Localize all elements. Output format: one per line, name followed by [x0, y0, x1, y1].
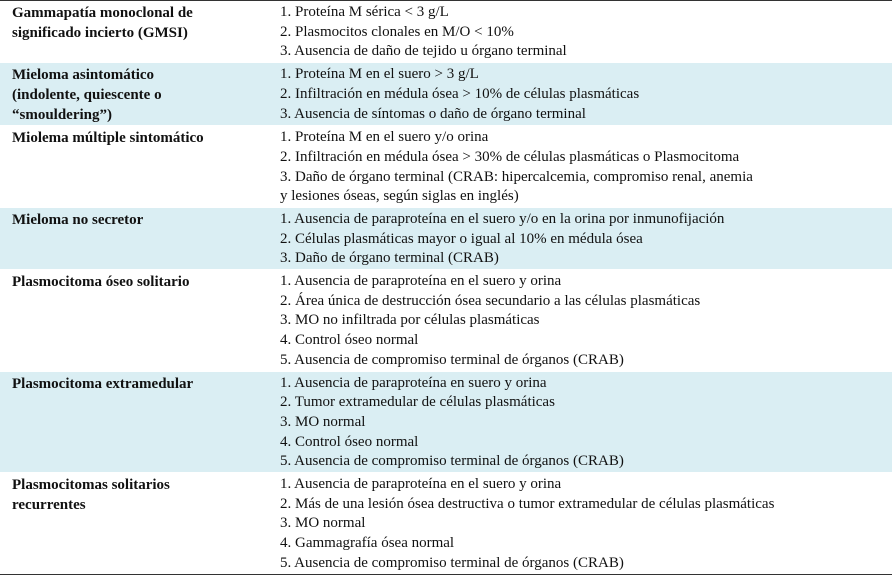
criterion-line: 5. Ausencia de compromiso terminal de órganos (CRAB)	[280, 453, 624, 470]
criterion-line: 3. MO normal	[280, 413, 366, 430]
criterion-line: 2. Área única de destrucción ósea secundario a las células plasmáticas	[280, 292, 701, 309]
criterion-line: 4. Gammagrafía ósea normal	[280, 535, 455, 552]
criterion-line: 3. Daño de órgano terminal (CRAB: hipercalcemia, compromiso renal, anemia	[280, 168, 753, 185]
entity-cell	[0, 207, 276, 269]
criterion-line: 3. Ausencia de síntomas o daño de órgano terminal	[280, 105, 586, 122]
criterion-line: 1. Ausencia de paraproteína en el suero y orina	[280, 476, 562, 493]
entity-cell	[0, 1, 276, 63]
entity-name-line: Mieloma no secretor	[12, 211, 144, 228]
criteria-cell	[276, 473, 892, 575]
entity-name-line: Mieloma asintomático	[12, 67, 155, 84]
criterion-line: 2. Plasmocitos clonales en M/O < 10%	[280, 23, 514, 40]
entity-name-line: Plasmocitoma óseo solitario	[12, 274, 190, 291]
criteria-cell	[276, 1, 892, 63]
entity-cell	[0, 63, 276, 126]
criteria-table-body	[0, 1, 892, 575]
table-row	[0, 371, 892, 473]
criteria-cell	[276, 126, 892, 208]
entity-name-line: Plasmocitomas solitarios	[12, 477, 170, 494]
criterion-line: 3. MO no infiltrada por células plasmáticas	[280, 312, 540, 329]
criterion-line: 2. Más de una lesión ósea destructiva o tumor extramedular de células plasmáticas	[280, 495, 775, 512]
criterion-line: 2. Tumor extramedular de células plasmáticas	[280, 394, 555, 411]
criteria-cell	[276, 270, 892, 372]
entity-cell	[0, 126, 276, 208]
criterion-line: 1. Ausencia de paraproteína en el suero y orina	[280, 273, 562, 290]
criterion-line: 2. Células plasmáticas mayor o igual al 10% en médula ósea	[280, 230, 643, 247]
criteria-cell	[276, 207, 892, 269]
entity-cell	[0, 473, 276, 575]
entity-name-line: Miolema múltiple sintomático	[12, 130, 204, 147]
table-row	[0, 63, 892, 126]
entity-cell	[0, 270, 276, 372]
criterion-line: 3. MO normal	[280, 515, 366, 532]
table-row	[0, 270, 892, 372]
entity-name-line: Plasmocitoma extramedular	[12, 375, 194, 392]
table-row	[0, 207, 892, 269]
table-row	[0, 1, 892, 63]
criterion-line: 4. Control óseo normal	[280, 433, 419, 450]
criterion-line: 4. Control óseo normal	[280, 332, 419, 349]
criterion-line: 2. Infiltración en médula ósea > 10% de células plasmáticas	[280, 85, 640, 102]
criterion-line: 1. Proteína M en el suero y/o orina	[280, 129, 489, 146]
criterion-line: 1. Proteína M en el suero > 3 g/L	[280, 66, 479, 83]
criterion-line: 3. Daño de órgano terminal (CRAB)	[280, 250, 499, 267]
entity-name-line: Gammapatía monoclonal de	[12, 5, 193, 21]
criterion-line: 1. Proteína M sérica < 3 g/L	[280, 4, 449, 20]
criteria-cell	[276, 63, 892, 126]
entity-name-line: significado incierto (GMSI)	[12, 25, 188, 41]
criterion-line: 3. Ausencia de daño de tejido u órgano terminal	[280, 43, 567, 60]
criterion-line: y lesiones óseas, según siglas en inglés)	[280, 188, 519, 205]
criteria-cell	[276, 371, 892, 473]
criterion-line: 1. Ausencia de paraproteína en suero y orina	[280, 374, 547, 391]
entity-name-line: “smouldering”)	[12, 107, 113, 124]
entity-cell	[0, 371, 276, 473]
entity-name-line: (indolente, quiescente o	[12, 87, 162, 104]
table-row	[0, 473, 892, 575]
criterion-line: 2. Infiltración en médula ósea > 30% de células plasmáticas o Plasmocitoma	[280, 148, 740, 165]
table-row	[0, 126, 892, 208]
entity-name-line: recurrentes	[12, 497, 86, 514]
criterion-line: 5. Ausencia de compromiso terminal de órganos (CRAB)	[280, 554, 624, 571]
criterion-line: 1. Ausencia de paraproteína en el suero y/o en la orina por inmunofijación	[280, 210, 725, 227]
criterion-line: 5. Ausencia de compromiso terminal de órganos (CRAB)	[280, 351, 624, 368]
